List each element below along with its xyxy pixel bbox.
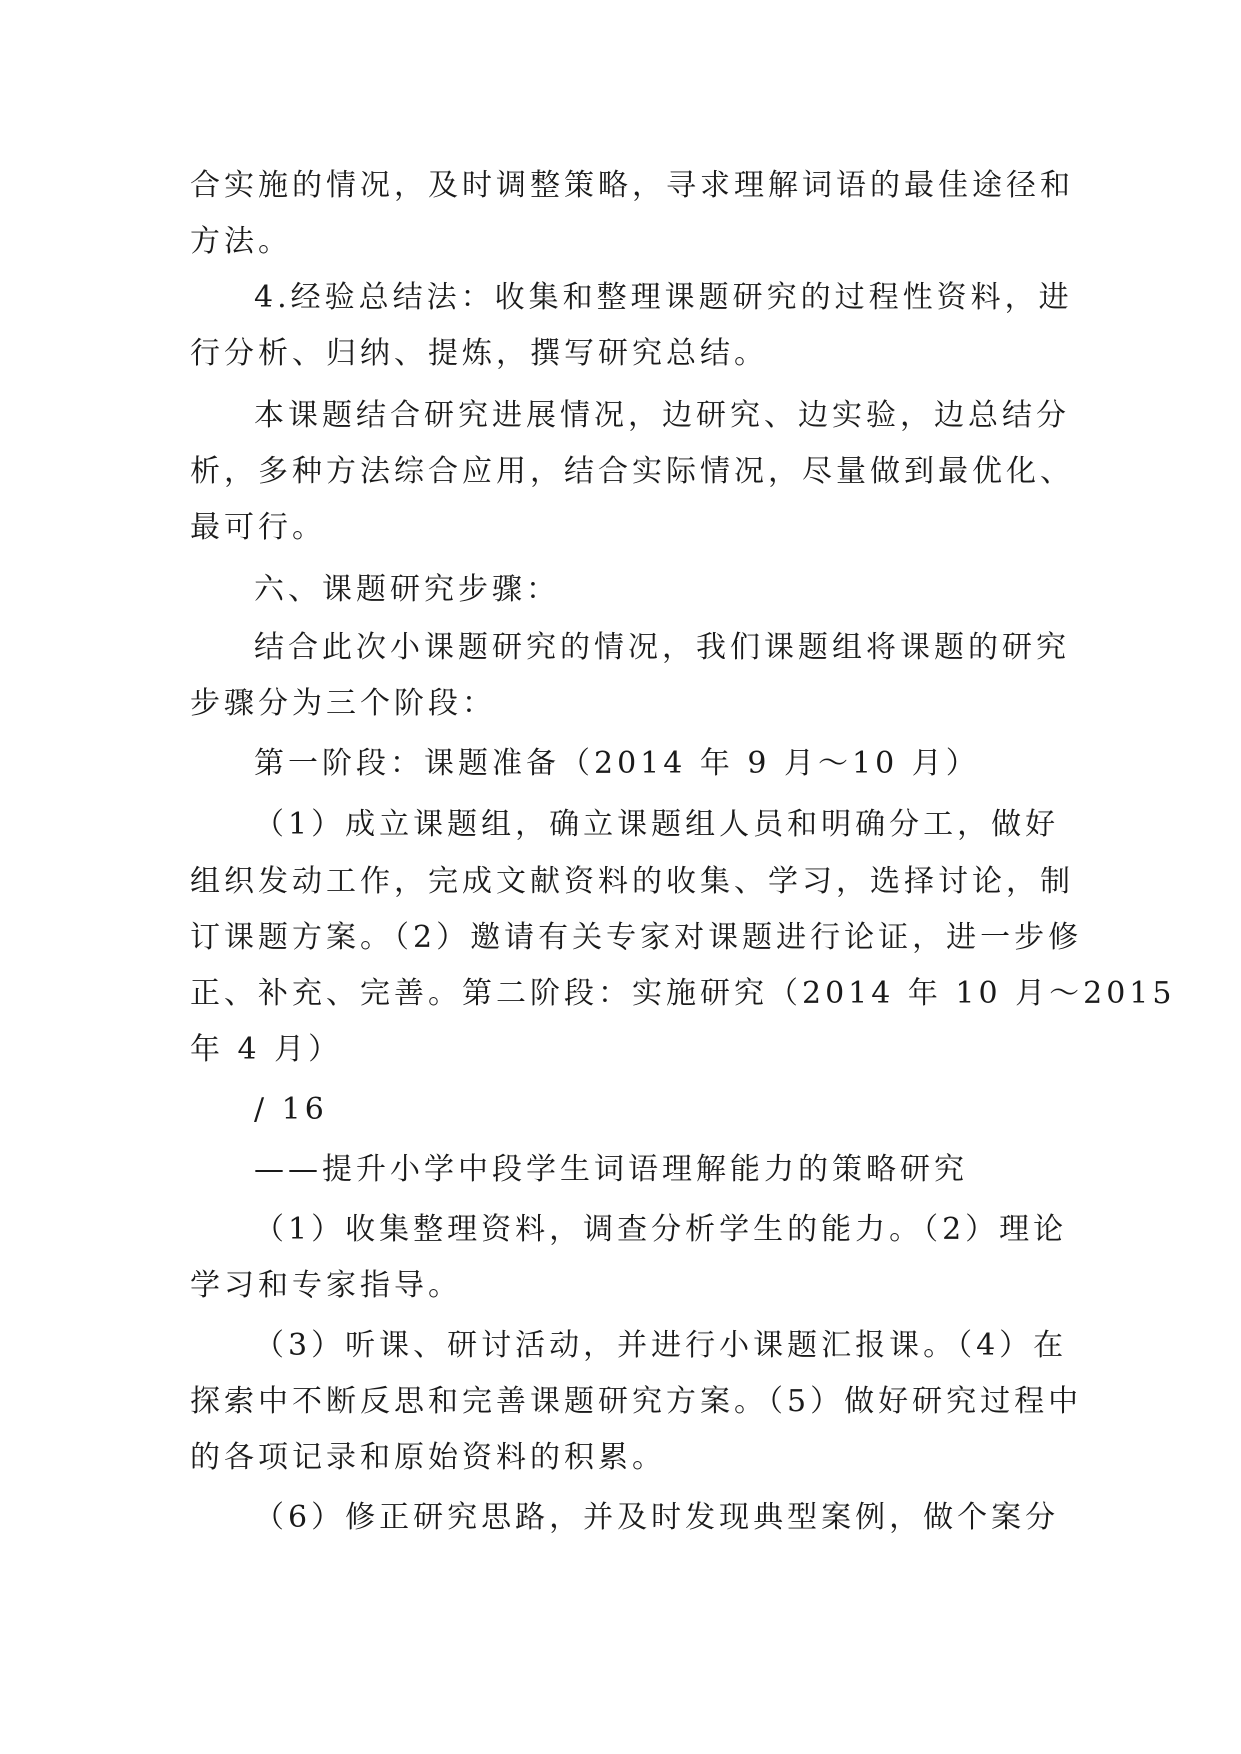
text-line: 订课题方案。（2）邀请有关专家对课题进行论证，进一步修 [190,920,1083,955]
text-line: 最可行。 [190,510,326,545]
text-line: 本课题结合研究进展情况，边研究、边实验，边总结分 [254,398,1070,433]
text-line: 方法。 [190,224,292,259]
text-line: 合实施的情况，及时调整策略，寻求理解词语的最佳途径和 [190,168,1074,203]
text-line: 探索中不断反思和完善课题研究方案。（5）做好研究过程中 [190,1384,1083,1419]
section-heading: 六、课题研究步骤： [254,572,560,607]
text-line: （1）收集整理资料，调查分析学生的能力。（2）理论 [254,1212,1068,1247]
text-line: 第一阶段：课题准备（2014 年 9 月～10 月） [254,746,980,781]
text-line: 组织发动工作，完成文献资料的收集、学习，选择讨论，制 [190,864,1074,899]
text-line: 正、补充、完善。第二阶段：实施研究（2014 年 10 月～2015 [190,976,1176,1011]
text-line: 步骤分为三个阶段： [190,686,496,721]
running-header: ——提升小学中段学生词语理解能力的策略研究 [254,1152,968,1187]
text-line: （1）成立课题组，确立课题组人员和明确分工，做好 [254,807,1060,842]
text-line: 行分析、归纳、提炼，撰写研究总结。 [190,336,768,371]
text-line: （6）修正研究思路，并及时发现典型案例，做个案分 [254,1500,1060,1535]
text-line: 的各项记录和原始资料的积累。 [190,1440,666,1475]
text-line: 4.经验总结法：收集和整理课题研究的过程性资料，进 [254,280,1073,315]
text-line: 结合此次小课题研究的情况，我们课题组将课题的研究 [254,630,1070,665]
text-line: 学习和专家指导。 [190,1268,462,1303]
text-line: 年 4 月） [190,1032,343,1067]
text-line: （3）听课、研讨活动，并进行小课题汇报课。（4）在 [254,1328,1068,1363]
page-number: / 16 [254,1092,328,1127]
text-line: 析，多种方法综合应用，结合实际情况，尽量做到最优化、 [190,454,1074,489]
